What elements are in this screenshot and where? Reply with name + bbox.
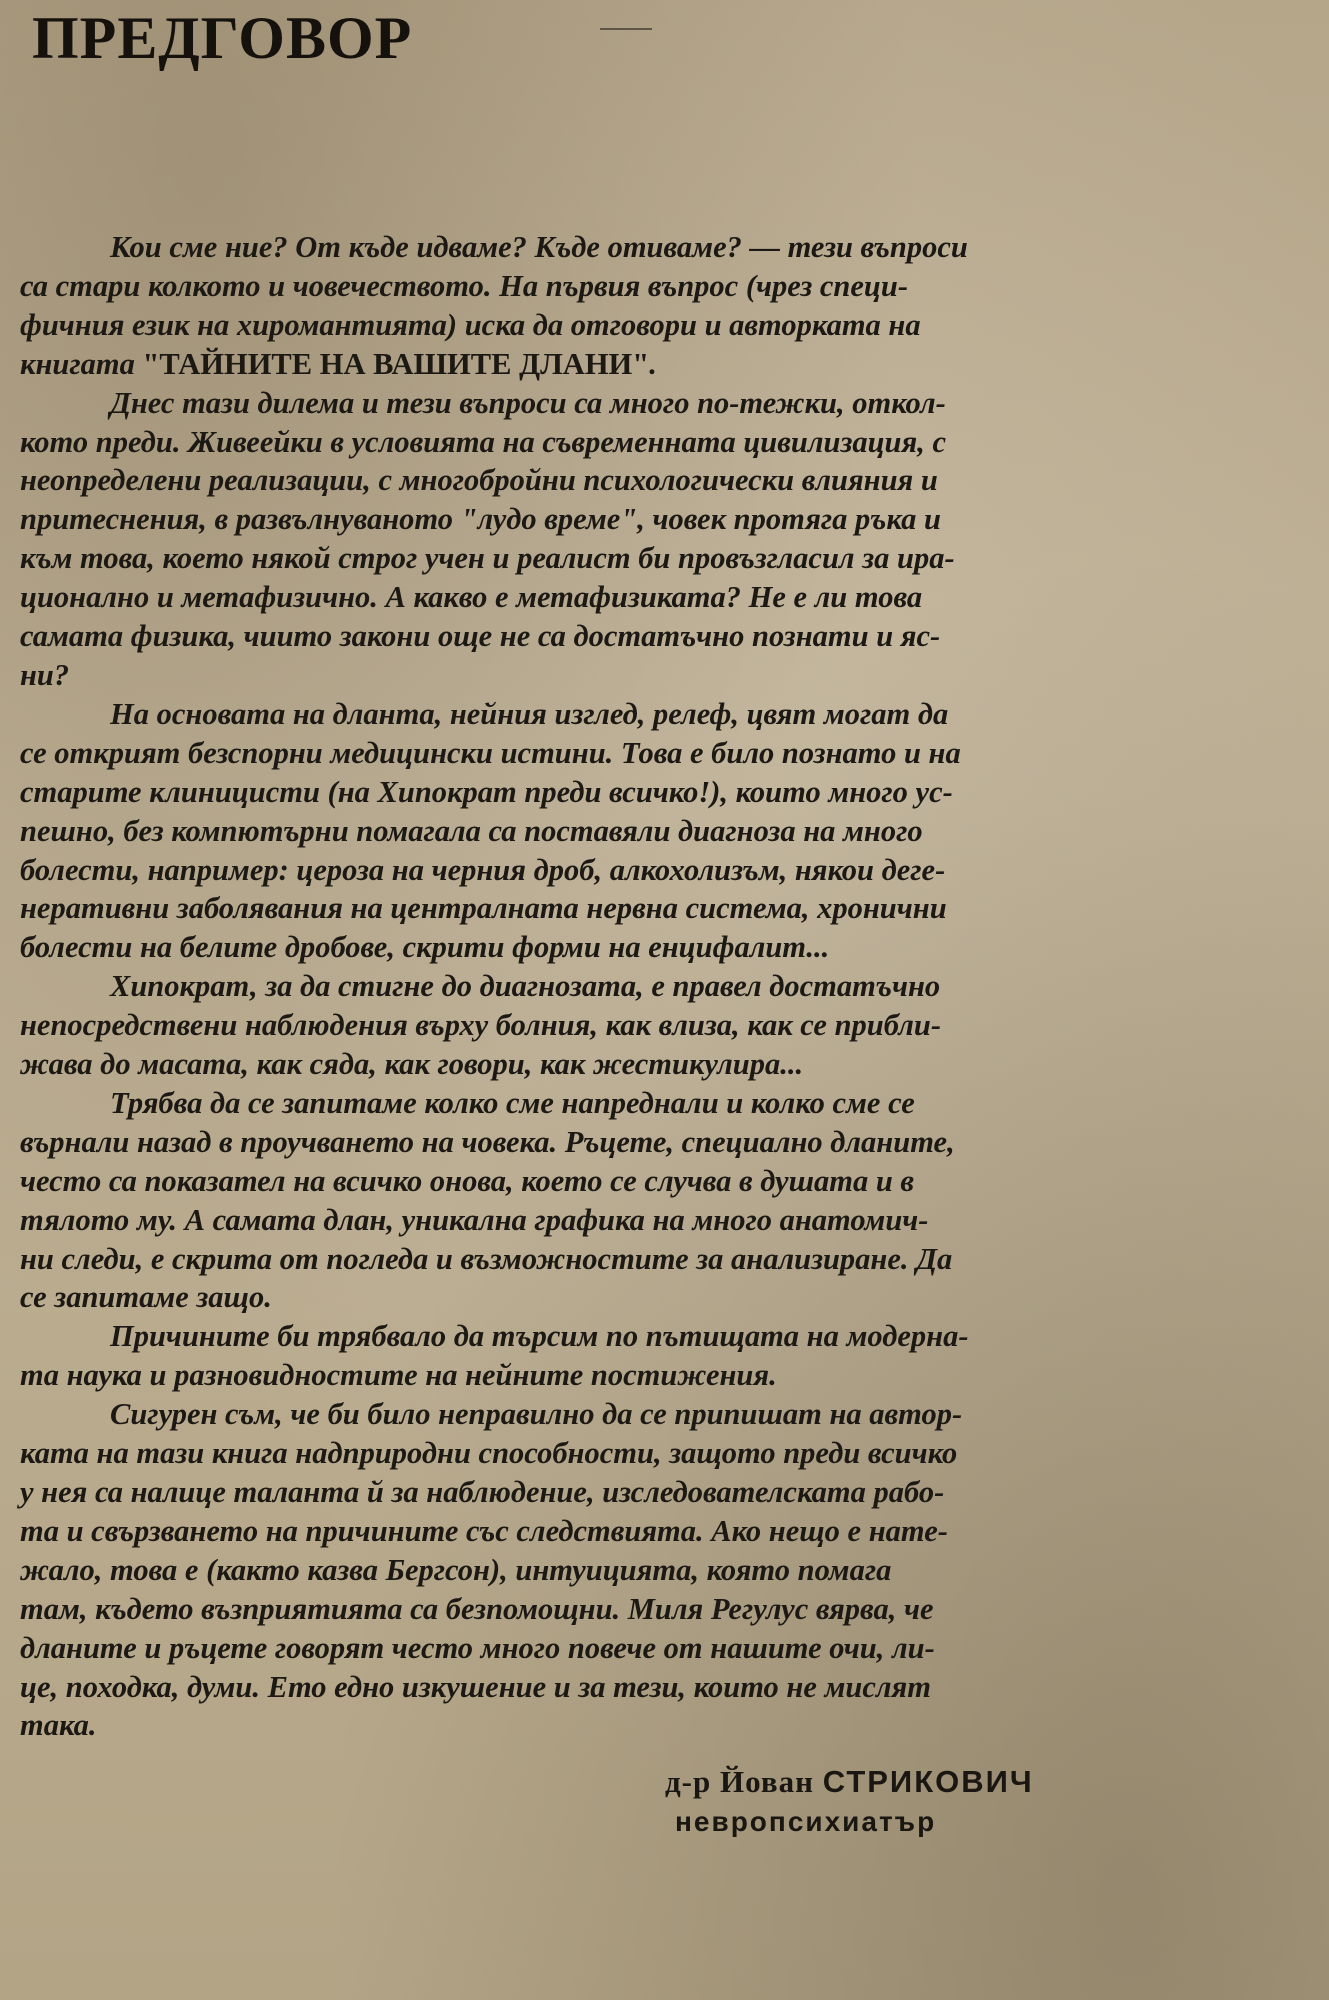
text-line — [20, 267, 1180, 306]
line-text: Кои сме ние? От къде идваме? Къде отиваме? — тези въпроси — [110, 230, 968, 264]
line-text: у нея са налице таланта й за наблюдение, изследователската рабо- — [20, 1475, 945, 1509]
text-line — [20, 1240, 1180, 1279]
text-line — [20, 656, 1180, 695]
line-text: там, където възприятията са безпомощни. Миля Регулус вярва, че — [20, 1591, 934, 1626]
text-line — [20, 851, 1180, 890]
line-text: та и свързването на причините със следствията. Ако нещо е нате- — [20, 1513, 948, 1548]
line-text: така. — [20, 1708, 97, 1743]
line-text: неопределени реализации, с многобройни психологически влияния и — [20, 463, 938, 498]
paragraph — [20, 384, 1180, 695]
text-line — [20, 1395, 1180, 1434]
line-text: непосредствени наблюдения върху болния, как влиза, как се прибли- — [20, 1008, 941, 1043]
line-text: книгата — [20, 346, 143, 381]
preface-body — [20, 228, 1180, 1745]
text-line — [20, 1278, 1180, 1317]
text-line — [20, 967, 1180, 1006]
text-line — [20, 617, 1180, 656]
text-line — [20, 1084, 1180, 1123]
text-line — [20, 812, 1180, 851]
text-line — [20, 228, 1180, 267]
text-line — [20, 734, 1180, 773]
text-line — [20, 1629, 1180, 1668]
text-line — [20, 1551, 1180, 1590]
line-text: тялото му. А самата длан, уникална графика на много анатомич- — [20, 1202, 929, 1237]
text-line — [20, 1045, 1180, 1084]
paragraph — [20, 228, 1180, 384]
signature-surname: СТРИКОВИЧ — [822, 1764, 1034, 1799]
text-line — [20, 1590, 1180, 1629]
paragraph — [20, 1084, 1180, 1317]
text-line — [20, 1434, 1180, 1473]
line-text: са стари колкото и човечеството. На първия въпрос (чрез специ- — [20, 268, 909, 303]
line-text: върнали назад в проучването на човека. Ръцете, специално дланите, — [20, 1124, 955, 1159]
line-text: кото преди. Живеейки в условията на съвременната цивилизация, с — [20, 424, 947, 459]
decorative-dash — [600, 28, 652, 30]
line-text: притеснения, в развълнуваното "лудо време", човек протяга ръка и — [20, 502, 941, 537]
line-text: Хипократ, за да стигне до диагнозата, е правел достатъчно — [110, 969, 941, 1004]
paragraph — [20, 1395, 1180, 1745]
line-text: болести на белите дробове, скрити форми на енцифалит... — [20, 930, 830, 965]
line-text: неративни заболявания на централната нервна система, хронични — [20, 891, 947, 926]
line-text: самата физика, чиито закони още не са достатъчно познати и яс- — [20, 619, 941, 654]
text-line — [20, 928, 1180, 967]
text-line — [20, 500, 1180, 539]
text-line — [20, 1123, 1180, 1162]
line-text: ни? — [20, 657, 70, 692]
text-line — [20, 345, 1180, 384]
text-line — [20, 461, 1180, 500]
text-line — [20, 384, 1180, 423]
text-line — [20, 578, 1180, 617]
line-text: ката на тази книга надприродни способности, защото преди всичко — [20, 1436, 958, 1471]
text-line — [20, 1356, 1180, 1395]
line-text: дланите и ръцете говорят често много повече от нашите очи, ли- — [20, 1630, 935, 1665]
text-line — [20, 695, 1180, 734]
line-text: це, походка, думи. Ето едно изкушение и за тези, които не мислят — [20, 1669, 931, 1704]
text-line — [20, 306, 1180, 345]
text-line — [20, 1668, 1180, 1707]
paragraph — [20, 695, 1180, 967]
text-line — [20, 1162, 1180, 1201]
line-text: често са показател на всичко онова, което се случва в душата и в — [20, 1163, 915, 1198]
line-text: Причините би трябвало да търсим по пътищата на модерна- — [110, 1319, 969, 1354]
line-text: болести, например: цероза на черния дроб, алкохолизъм, някои деге- — [20, 852, 946, 887]
line-text: Трябва да се запитаме колко сме напреднали и колко сме се — [110, 1085, 915, 1120]
line-text: жава до масата, как сяда, как говори, как жестикулира... — [20, 1047, 804, 1082]
signature-name — [665, 1762, 1034, 1802]
paragraph — [20, 1317, 1180, 1395]
text-line — [20, 889, 1180, 928]
signature-prefix: д-р Йован — [665, 1764, 814, 1799]
line-text: пешно, без компютърни помагала са поставяли диагноза на много — [20, 813, 923, 848]
line-text: Сигурен съм, че би било неправилно да се припишат на автор- — [110, 1397, 963, 1432]
line-text: се запитаме защо. — [20, 1280, 272, 1315]
text-line — [20, 1317, 1180, 1356]
line-text: към това, което някой строг учен и реалист би провъзгласил за ира- — [20, 541, 955, 576]
text-line — [20, 1473, 1180, 1512]
line-text: старите клиницисти (на Хипократ преди всичко!), които много ус- — [20, 774, 953, 809]
line-text: Днес тази дилема и тези въпроси са много по-тежки, откол- — [110, 385, 946, 420]
line-text: се открият безспорни медицински истини. Това е било познато и на — [20, 735, 961, 770]
text-line — [20, 1706, 1180, 1745]
line-text: ни следи, е скрита от погледа и възможностите за анализиране. Да — [20, 1241, 953, 1276]
page-title: ПРЕДГОВОР — [32, 5, 413, 71]
text-line — [20, 1006, 1180, 1045]
signature-role: невропсихиатър — [675, 1806, 937, 1837]
signature-block — [665, 1762, 1034, 1842]
line-text: та наука и разновидностите на нейните постижения. — [20, 1358, 777, 1393]
line-text: фичния език на хиромантията) иска да отговори и авторката на — [20, 307, 921, 342]
line-punctuation: . — [649, 346, 657, 381]
paragraph — [20, 967, 1180, 1084]
text-line — [20, 1201, 1180, 1240]
line-text: жало, това е (както казва Бергсон), интуицията, която помага — [20, 1552, 892, 1587]
text-line — [20, 423, 1180, 462]
line-text: ционално и метафизично. А какво е метафизиката? Не е ли това — [20, 580, 923, 615]
book-title: "ТАЙНИТЕ НА ВАШИТЕ ДЛАНИ" — [142, 346, 650, 381]
text-line — [20, 1512, 1180, 1551]
text-line — [20, 773, 1180, 812]
text-line — [20, 539, 1180, 578]
line-text: На основата на дланта, нейния изглед, релеф, цвят могат да — [110, 696, 949, 731]
